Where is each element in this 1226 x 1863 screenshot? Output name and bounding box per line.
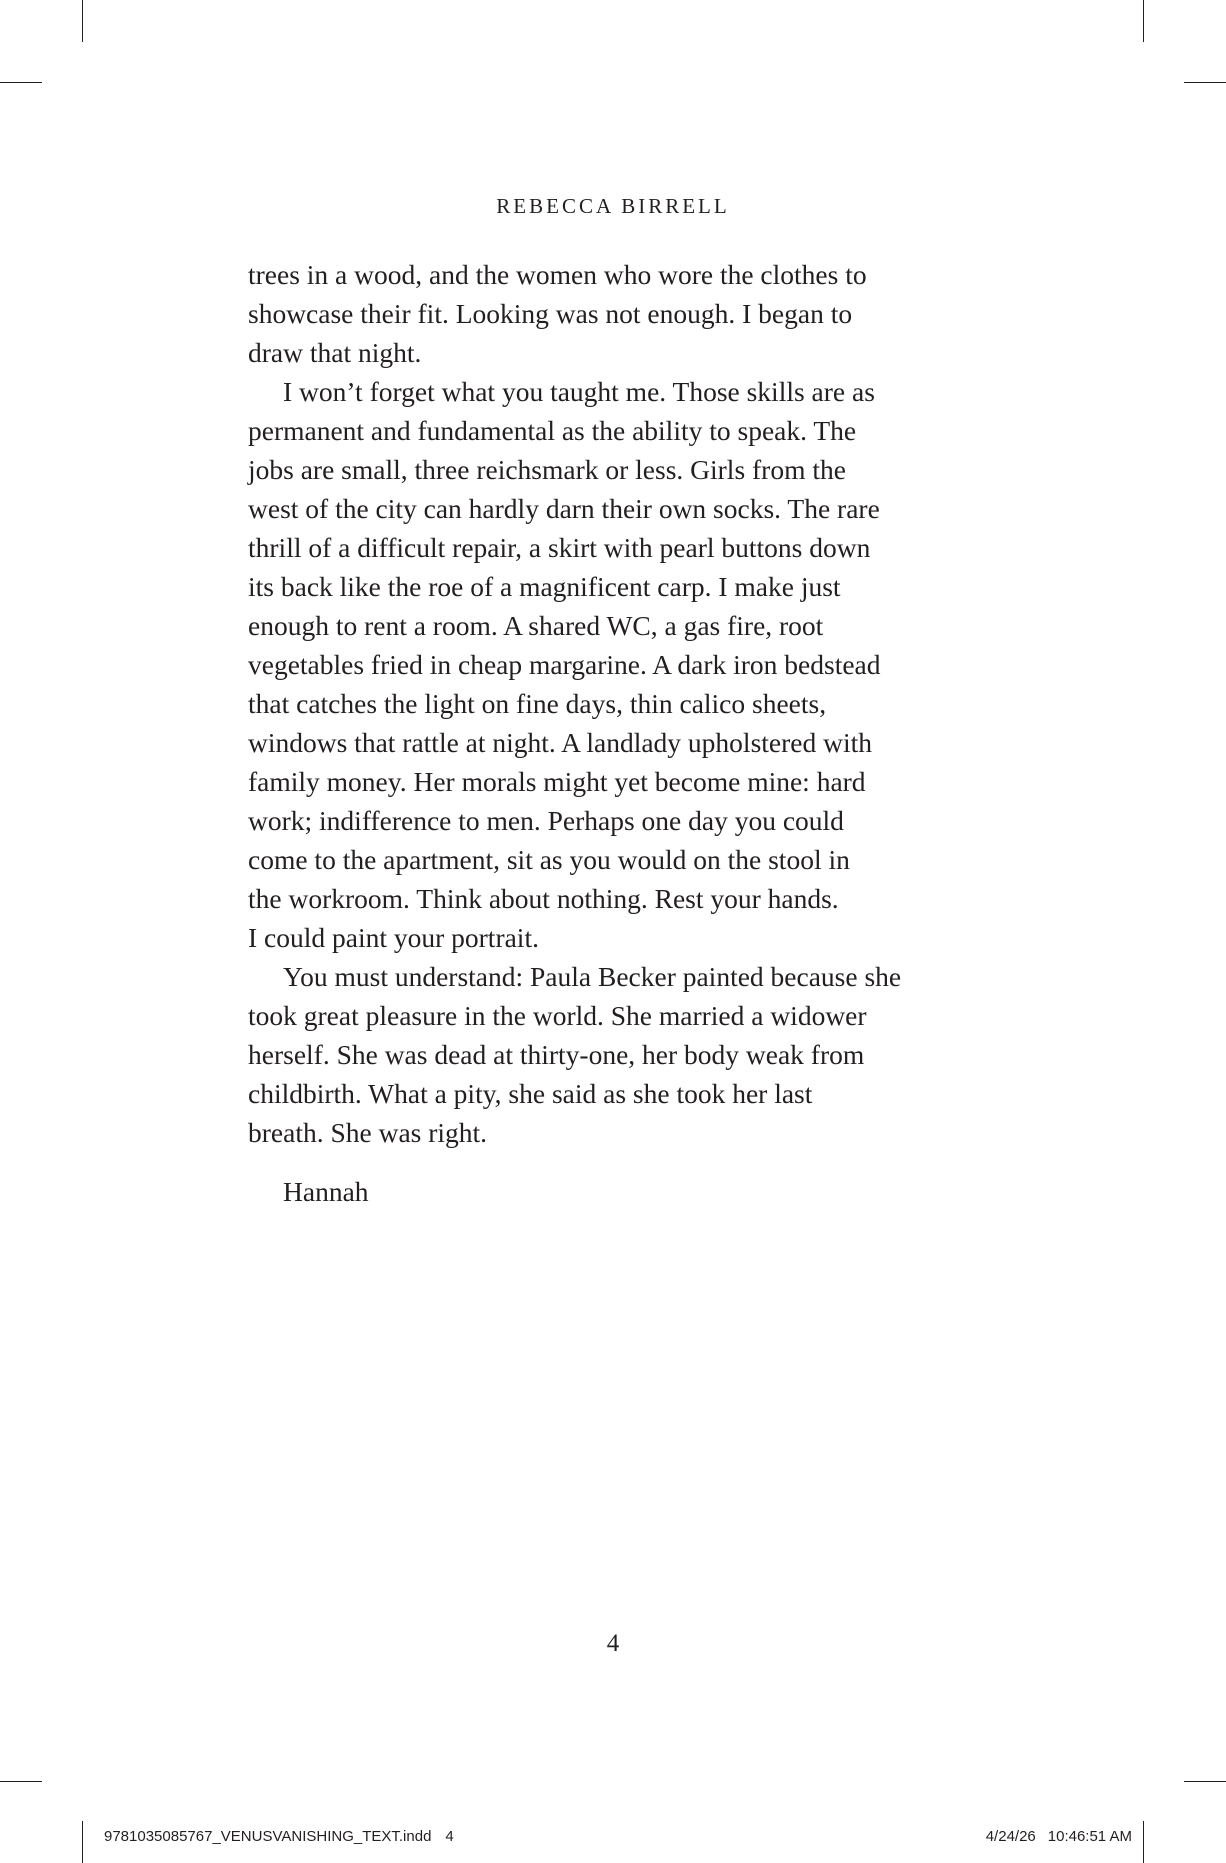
running-head: REBECCA BIRRELL: [496, 194, 730, 218]
crop-mark-top-left-h: [0, 82, 42, 83]
text-line: come to the apartment, sit as you would on the stool in: [248, 844, 850, 875]
text-line: herself. She was dead at thirty-one, her body weak from: [248, 1039, 865, 1070]
crop-mark-bottom-right-h: [1184, 1781, 1226, 1782]
text-line: work; indifference to men. Perhaps one day you could: [248, 805, 844, 836]
crop-mark-bottom-left-h: [0, 1781, 42, 1782]
text-line: draw that night.: [248, 337, 422, 368]
text-line: You must understand: Paula Becker painted because she: [283, 961, 902, 992]
crop-mark-bottom-left: [82, 1821, 83, 1863]
text-line: breath. She was right.: [248, 1117, 488, 1148]
text-line: vegetables fried in cheap margarine. A dark iron bedstead: [248, 649, 881, 680]
crop-mark-bottom-right: [1143, 1821, 1144, 1863]
paragraph-3: [248, 957, 998, 1152]
crop-mark-top-right-h: [1184, 82, 1226, 83]
page-number: 4: [606, 1630, 620, 1657]
crop-mark-top-left: [82, 0, 83, 42]
text-line: the workroom. Think about nothing. Rest your hands.: [248, 883, 839, 914]
text-line: I won’t forget what you taught me. Those skills are as: [283, 376, 875, 407]
text-line: showcase their fit. Looking was not enough. I began to: [248, 298, 853, 329]
text-line: family money. Her morals might yet become mine: hard: [248, 766, 866, 797]
text-line: windows that rattle at night. A landlady upholstered with: [248, 727, 873, 758]
slug-filename: 9781035085767_VENUSVANISHING_TEXT.indd: [104, 1828, 432, 1845]
text-line: jobs are small, three reichsmark or less. Girls from the: [248, 454, 846, 485]
slug-date: 4/24/26: [985, 1828, 1036, 1845]
text-line: that catches the light on fine days, thin calico sheets,: [248, 688, 827, 719]
signature: Hannah: [283, 1176, 369, 1207]
text-line: west of the city can hardly darn their own socks. The rare: [248, 493, 880, 524]
slug-page: 4: [445, 1828, 454, 1845]
text-line: its back like the roe of a magnificent carp. I make just: [248, 571, 841, 602]
slug-file-info: [104, 1828, 454, 1845]
crop-mark-top-right: [1143, 0, 1144, 42]
text-line: trees in a wood, and the women who wore the clothes to: [248, 259, 867, 290]
paragraph-2: [248, 372, 998, 957]
text-line: enough to rent a room. A shared WC, a gas fire, root: [248, 610, 824, 641]
text-line: childbirth. What a pity, she said as she took her last: [248, 1078, 813, 1109]
text-line: thrill of a difficult repair, a skirt with pearl buttons down: [248, 532, 871, 563]
slug-time: 10:46:51 AM: [1047, 1828, 1132, 1845]
slug-timestamp: [986, 1828, 1132, 1845]
text-line: permanent and fundamental as the ability to speak. The: [248, 415, 857, 446]
text-line: I could paint your portrait.: [248, 922, 539, 953]
text-line: took great pleasure in the world. She married a widower: [248, 1000, 867, 1031]
paragraph-1: [248, 255, 998, 372]
body-text: [248, 255, 998, 1211]
